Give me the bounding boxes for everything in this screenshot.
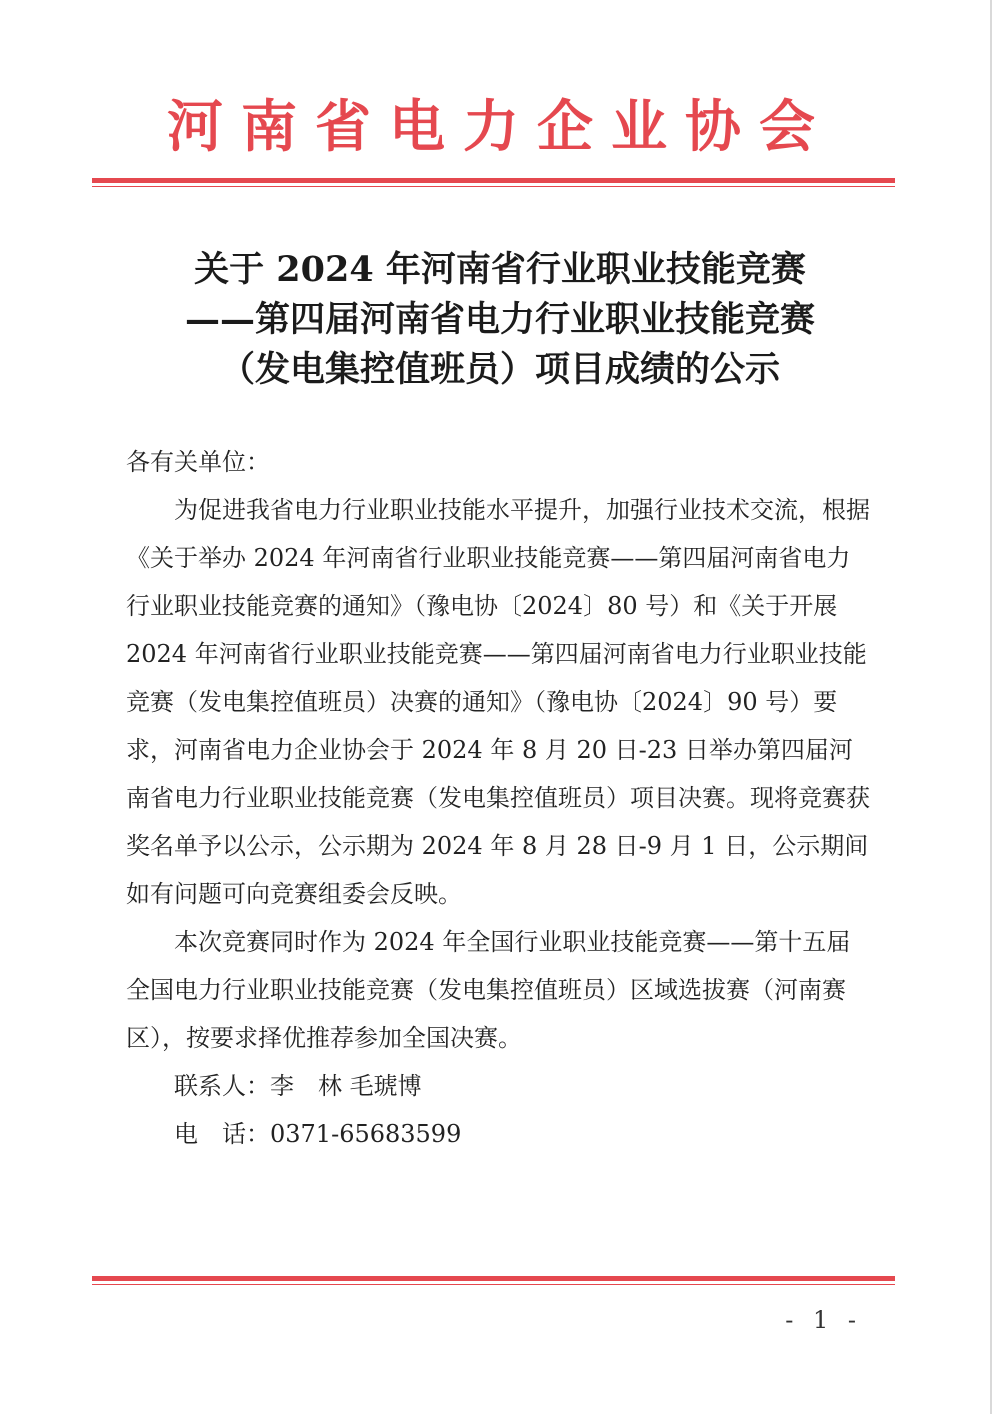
- footer-divider: [92, 1276, 895, 1285]
- document-title: [80, 245, 920, 395]
- contact-label: 联系人：: [174, 1072, 270, 1100]
- phone-label: 电 话：: [174, 1120, 270, 1148]
- document-body: [126, 438, 871, 1158]
- paragraph-selection: 本次竞赛同时作为 2024 年全国行业职业技能竞赛——第十五届全国电力行业职业技能竞赛（发电集控值班员）区域选拔赛（河南赛区），按要求择优推荐参加全国决赛。: [126, 928, 851, 1052]
- title-line-2: ——第四届河南省电力行业职业技能竞赛: [184, 299, 815, 340]
- title-line-1: 关于 2024 年河南省行业职业技能竞赛: [194, 249, 806, 290]
- page-number: - 1 -: [785, 1306, 862, 1334]
- header-divider: [92, 178, 895, 187]
- phone-number: 0371-65683599: [270, 1120, 462, 1148]
- page-edge: [990, 0, 992, 1414]
- contact-person-line: [126, 1062, 871, 1110]
- paragraph-announcement: 为促进我省电力行业职业技能水平提升，加强行业技术交流，根据《关于举办 2024 年河南省行业职业技能竞赛——第四届河南省电力行业职业技能竞赛的通知》（豫电协〔2024〕80 号）和《关于开展 2024 年河南省行业职业技能竞赛——第四届河南省电力行业职业技能竞赛（发电集控值班员）决赛的通知》（豫电协〔2024〕90 号）要求，河南省电力企业协会于 2024 年 8 月 20 日-23 日举办第四届河南省电力行业职业技能竞赛（发电集控值班员）项目决赛。现将竞赛获奖名单予以公示，公示期为 2024 年 8 月 28 日-9 月 1 日，公示期间如有问题可向竞赛组委会反映。: [126, 496, 870, 908]
- organization-header: 河南省电力企业协会: [167, 94, 833, 160]
- salutation: 各有关单位：: [126, 448, 270, 476]
- contact-names: 李 林 毛琥博: [270, 1072, 422, 1100]
- contact-phone-line: [126, 1110, 871, 1158]
- title-line-3: （发电集控值班员）项目成绩的公示: [219, 349, 780, 390]
